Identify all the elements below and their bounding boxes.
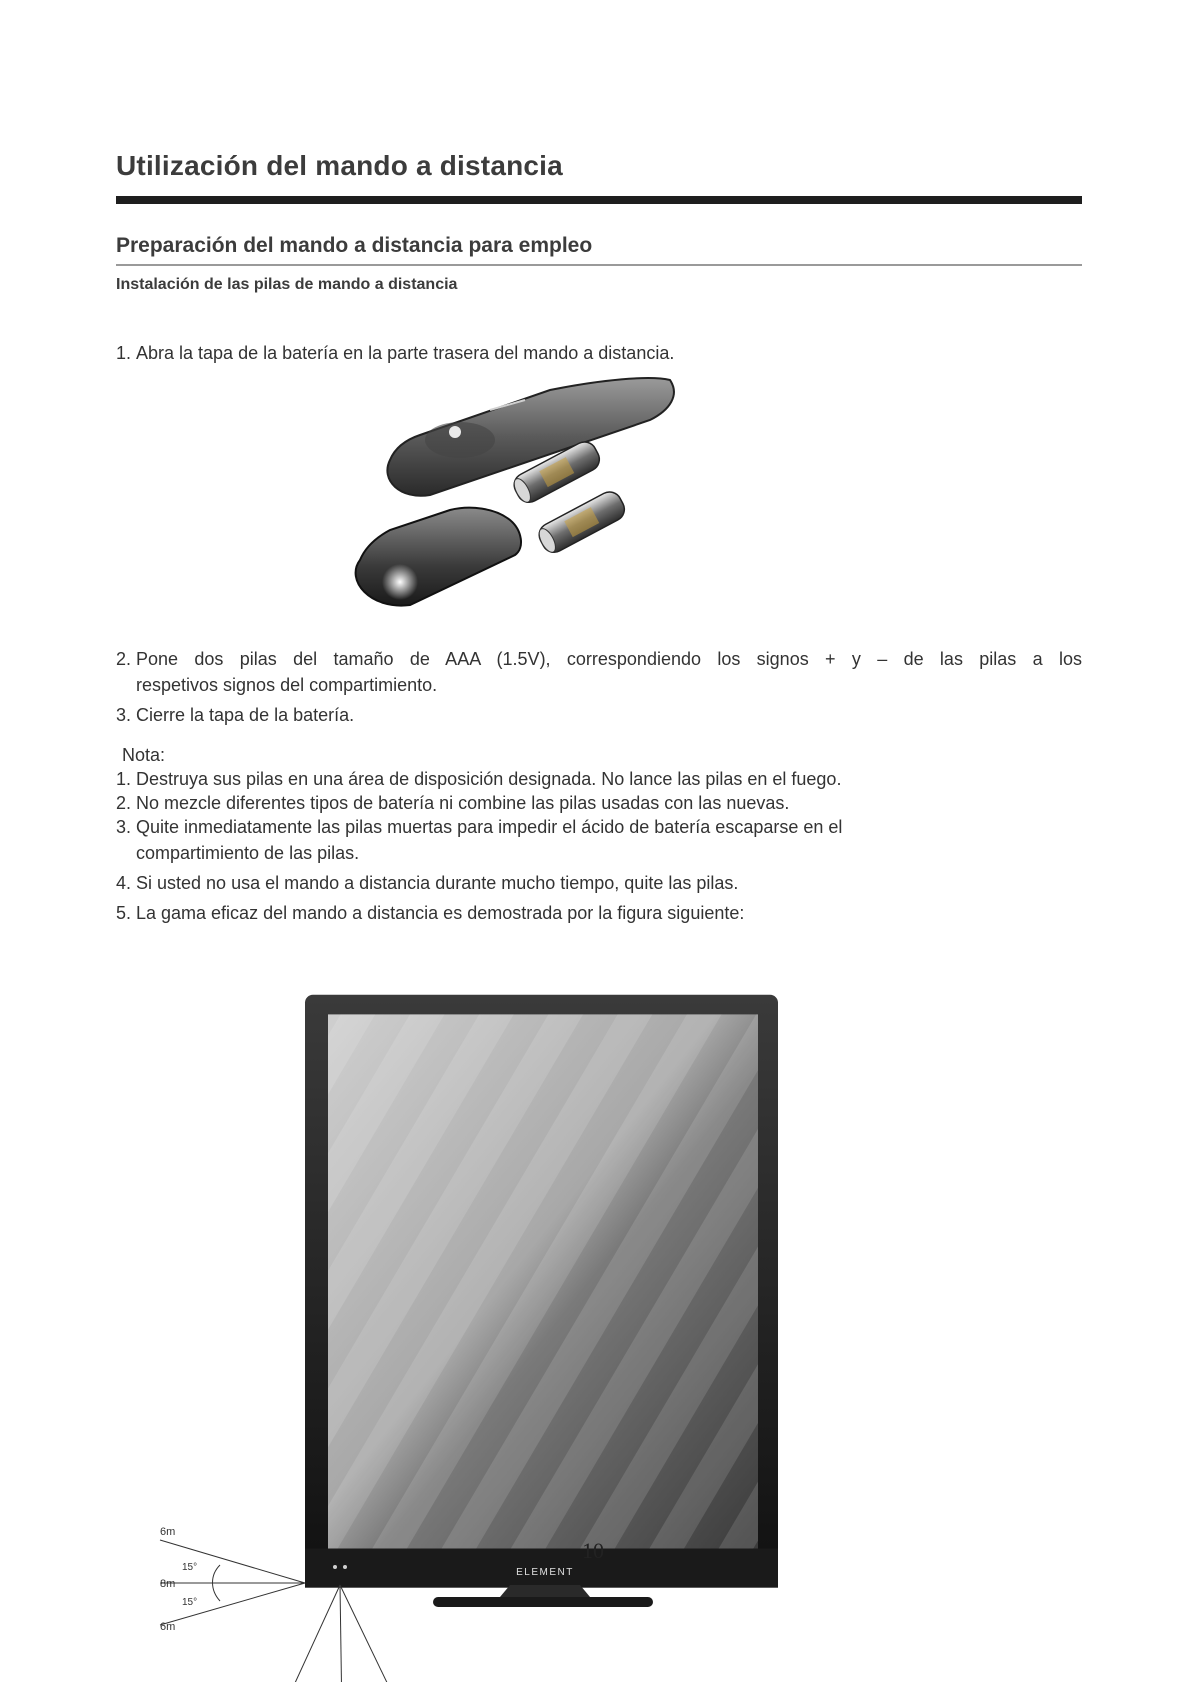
step-2 <box>116 646 1082 672</box>
bottom-range-fan <box>278 1585 405 1682</box>
step-number: 1. <box>116 343 132 363</box>
note-text: Destruya sus pilas en una área de disposición designada. No lance las pilas en el fuego. <box>136 769 842 789</box>
note-item-3 <box>116 814 842 840</box>
side-angle-top: 15° <box>182 1562 198 1573</box>
note-item-2 <box>116 790 789 816</box>
note-item-4 <box>116 870 738 896</box>
section-title: Preparación del mando a distancia para empleo <box>116 234 593 257</box>
tv-brand-label: ELEMENT <box>516 1567 574 1578</box>
page-number: 10 <box>582 1538 604 1563</box>
side-label-bottom: 6m <box>160 1621 176 1633</box>
step-text: Abra la tapa de la batería en la parte trasera del mando a distancia. <box>136 343 675 363</box>
side-range-fan <box>160 1540 305 1625</box>
battery-cover <box>356 508 521 606</box>
note-item-3-continuation: compartimiento de las pilas. <box>136 843 360 863</box>
note-item-5 <box>116 900 744 926</box>
page-title: Utilización del mando a distancia <box>116 150 563 181</box>
note-text: Si usted no usa el mando a distancia durante mucho tiempo, quite las pilas. <box>136 873 739 893</box>
tv-illustration <box>305 995 778 1607</box>
side-label-top: 6m <box>160 1526 176 1538</box>
step-text: Cierre la tapa de la batería. <box>136 705 355 725</box>
note-number: 2. <box>116 793 132 813</box>
note-text: No mezcle diferentes tipos de batería ni combine las pilas usadas con las nuevas. <box>136 793 790 813</box>
note-number: 1. <box>116 769 132 789</box>
note-label: Nota: <box>122 745 166 765</box>
step-number: 3. <box>116 705 132 725</box>
step-1 <box>116 340 674 366</box>
subsection-title: Instalación de las pilas de mando a distancia <box>116 276 458 293</box>
note-item-1 <box>116 766 841 792</box>
battery-icon <box>535 488 629 557</box>
step-text-line-1: Pone dos pilas del tamaño de AAA (1.5V), correspondiendo los signos + y – de las pilas a los <box>136 649 1082 669</box>
remote-range-diagram <box>150 985 850 1633</box>
remote-battery-illustration <box>350 380 720 660</box>
note-text: La gama eficaz del mando a distancia es demostrada por la figura siguiente: <box>136 903 745 923</box>
title-divider <box>116 196 1082 204</box>
step-2-continuation: respetivos signos del compartimiento. <box>136 675 438 695</box>
step-number: 2. <box>116 649 132 669</box>
note-text-line-1: Quite inmediatamente las pilas muertas para impedir el ácido de batería escaparse en el <box>136 817 843 837</box>
side-label-middle: 8m <box>160 1578 176 1590</box>
step-3 <box>116 702 354 728</box>
note-number: 3. <box>116 817 132 837</box>
note-number: 5. <box>116 903 132 923</box>
side-angle-bottom: 15° <box>182 1597 198 1608</box>
section-divider <box>116 264 1082 266</box>
note-number: 4. <box>116 873 132 893</box>
